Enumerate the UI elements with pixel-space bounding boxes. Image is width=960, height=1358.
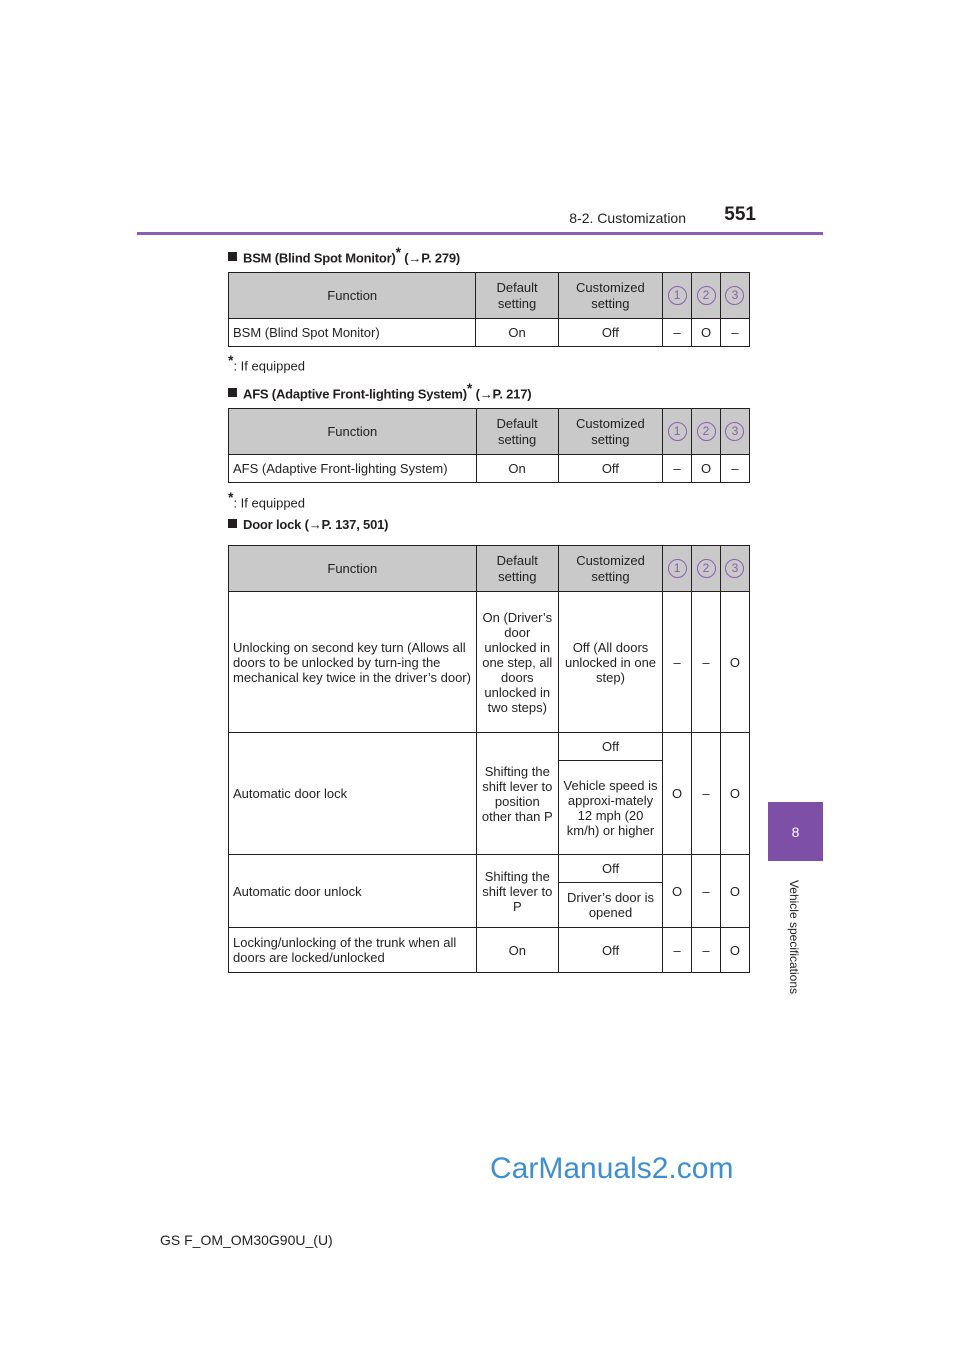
cell-c3: O	[720, 855, 749, 928]
cell-c3: O	[720, 592, 749, 733]
afs-page-ref[interactable]: (→P. 217)	[475, 386, 532, 402]
table-row	[229, 733, 750, 761]
cell-customized: Off	[558, 319, 662, 347]
circled-number-1: 1	[668, 286, 687, 305]
afs-asterisk: *	[466, 380, 473, 396]
afs-footnote	[228, 489, 305, 510]
cell-function: AFS (Adaptive Front-lighting System)	[229, 455, 477, 483]
cell-c2: –	[692, 855, 721, 928]
cell-customized-b: Vehicle speed is approxi-mately 12 mph (20 km/h) or higher	[558, 761, 662, 855]
cell-function: Unlocking on second key turn (Allows all doors to be unlocked by turn-ing the mechanical key twice in the driver’s door)	[229, 592, 477, 733]
table-row	[229, 855, 750, 883]
cell-default: On	[476, 319, 558, 347]
circled-number-1: 1	[668, 559, 687, 578]
door-lock-heading	[228, 517, 388, 532]
table-row	[229, 455, 750, 483]
header-col-3	[720, 273, 749, 319]
header-col-3	[720, 409, 749, 455]
bullet-square	[228, 388, 237, 397]
footnote-asterisk: *	[228, 352, 234, 368]
cell-default: Shifting the shift lever to P	[476, 855, 558, 928]
header-function: Function	[229, 409, 477, 455]
afs-heading-text: AFS (Adaptive Front-lighting System)	[243, 386, 467, 402]
cell-c1: –	[663, 592, 692, 733]
cell-c1: –	[663, 455, 692, 483]
circled-number-3: 3	[725, 286, 744, 305]
header-col-1	[663, 409, 692, 455]
bsm-heading	[228, 244, 460, 265]
footnote-asterisk: *	[228, 489, 234, 505]
door-lock-heading-text: Door lock	[243, 517, 302, 532]
cell-c3: –	[720, 455, 749, 483]
bsm-asterisk: *	[395, 244, 401, 260]
header-col-1	[663, 546, 692, 592]
cell-c1: –	[663, 319, 692, 347]
door-lock-page-ref[interactable]: (→P. 137, 501)	[304, 517, 389, 532]
header-default: Default setting	[476, 546, 558, 592]
cell-c2: –	[692, 928, 721, 973]
cell-customized-a: Off	[558, 855, 662, 883]
cell-customized-a: Off	[558, 733, 662, 761]
circled-number-2: 2	[697, 286, 716, 305]
chapter-tab[interactable]	[768, 802, 823, 861]
cell-default: On (Driver’s door unlocked in one step, all doors unlocked in two steps)	[476, 592, 558, 733]
cell-c1: O	[663, 855, 692, 928]
bsm-heading-text: BSM (Blind Spot Monitor)	[243, 250, 396, 266]
bullet-square	[228, 519, 237, 528]
cell-c1: –	[663, 928, 692, 973]
header-col-3	[720, 546, 749, 592]
cell-c2: –	[692, 733, 721, 855]
table-row	[229, 928, 750, 973]
page-number: 551	[724, 204, 756, 225]
page-footer: GS F_OM_OM30G90U_(U)	[160, 1232, 333, 1248]
header-col-1	[663, 273, 692, 319]
table-row	[229, 319, 750, 347]
cell-function: BSM (Blind Spot Monitor)	[229, 319, 476, 347]
afs-table	[228, 408, 750, 483]
cell-default: On	[476, 928, 558, 973]
cell-c1: O	[663, 733, 692, 855]
header-rule	[137, 232, 823, 235]
cell-customized: Off (All doors unlocked in one step)	[558, 592, 662, 733]
watermark-logo: CarManuals2.com	[490, 1152, 734, 1185]
header-col-2	[692, 409, 721, 455]
cell-c2: O	[692, 319, 721, 347]
circled-number-2: 2	[697, 559, 716, 578]
door-lock-table	[228, 545, 750, 973]
header-customized: Customized setting	[558, 273, 662, 319]
cell-c2: –	[692, 592, 721, 733]
cell-customized: Off	[558, 455, 662, 483]
bsm-table	[228, 272, 750, 347]
bsm-footnote	[228, 352, 305, 373]
cell-c3: O	[720, 928, 749, 973]
header-function: Function	[229, 273, 476, 319]
header-col-2	[692, 546, 721, 592]
circled-number-1: 1	[668, 422, 687, 441]
cell-customized: Off	[558, 928, 662, 973]
cell-c2: O	[692, 455, 721, 483]
cell-function: Locking/unlocking of the trunk when all doors are locked/unlocked	[229, 928, 477, 973]
header-customized: Customized setting	[558, 546, 662, 592]
circled-number-2: 2	[697, 422, 716, 441]
cell-function: Automatic door unlock	[229, 855, 477, 928]
cell-default: On	[476, 455, 558, 483]
cell-c3: –	[720, 319, 749, 347]
cell-default: Shifting the shift lever to position other than P	[476, 733, 558, 855]
chapter-title: Vehicle specifications	[787, 879, 801, 995]
bsm-page-ref[interactable]: (→P. 279)	[404, 250, 461, 266]
table-row	[229, 592, 750, 733]
circled-number-3: 3	[725, 559, 744, 578]
footnote-text: : If equipped	[233, 358, 306, 374]
cell-function: Automatic door lock	[229, 733, 477, 855]
circled-number-3: 3	[725, 422, 744, 441]
afs-heading	[228, 380, 531, 401]
bullet-square	[228, 252, 237, 261]
header-customized: Customized setting	[558, 409, 662, 455]
chapter-title-vertical	[784, 870, 804, 1010]
footnote-text: : If equipped	[233, 495, 306, 511]
header-function: Function	[229, 546, 477, 592]
header-default: Default setting	[476, 273, 558, 319]
header-col-2	[692, 273, 721, 319]
section-title: 8-2. Customization	[569, 210, 686, 226]
cell-c3: O	[720, 733, 749, 855]
page-header	[520, 204, 770, 230]
chapter-number: 8	[791, 824, 800, 840]
header-default: Default setting	[476, 409, 558, 455]
cell-customized-b: Driver’s door is opened	[558, 883, 662, 928]
